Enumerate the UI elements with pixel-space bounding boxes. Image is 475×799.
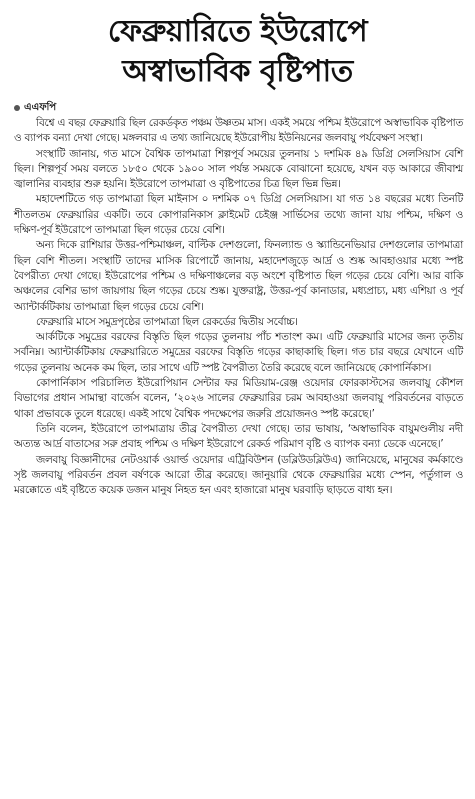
paragraph-7: কোপার্নিকাস পরিচালিত ইউরোপিয়ান সেন্টার ফর মিডিয়াম-রেঞ্জ ওয়েদার ফোরকাস্টসের জলবায়ু কৌশল বিভাগের প্রধান সামান্থা বার্জেস বলেন, ‘২০২৬ সালের ফেব্রুয়ারির চরম আবহাওয়া জলবায়ু পরিবর্তনের বাড়তে থাকা প্রভাবকে তুলে ধরেছে। একই সাথে বৈশ্বিক পদক্ষেপের জরুরি প্রয়োজনও স্পষ্ট করেছে।’ (14, 377, 463, 420)
headline (0, 0, 475, 92)
paragraph-9: জলবায়ু বিজ্ঞানীদের নেটওয়ার্ক ওয়ার্ল্ড ওয়েদার এট্রিবিউশন (ডব্লিউডব্লিউএ) জানিয়েছে, মানুষের কর্মকাণ্ডে সৃষ্ট জলবায়ু পরিবর্তন প্রবল বর্ষণকে আরো তীব্র করেছে। জানুয়ারি থেকে ফেব্রুয়ারির মধ্যে স্পেন, পর্তুগাল ও মরক্কোতে এই বৃষ্টিতে কয়েক ডজন মানুষ নিহত হন এবং হাজারো মানুষ ঘরবাড়ি ছাড়তে বাধ্য হন। (14, 453, 463, 497)
paragraph-2: সংস্থাটি জানায়, গত মাসে বৈশ্বিক তাপমাত্রা শিল্পপূর্ব সময়ের তুলনায় ১ দশমিক ৪৯ ডিগ্রি সেলসিয়াস বেশি ছিল। শিল্পপূর্ব সময় বলতে ১৮৫০ থেকে ১৯০০ সাল পর্যন্ত সময়কে বোঝানো হয়েছে, যখন বড় আকারে জীবাশ্ম জ্বালানির ব্যবহার শুরু হয়নি। ইউরোপে তাপমাত্রা ও বৃষ্টিপাতের চিত্র ছিল ভিন্ন ভিন্ন। (14, 147, 463, 191)
paragraph-1: বিশ্বে এ বছর ফেব্রুয়ারি ছিল রেকর্ডকৃত পঞ্চম উষ্ণতম মাস। একই সময়ে পশ্চিম ইউরোপে অস্বাভাবিক বৃষ্টিপাত ও ব্যাপক বন্যা দেখা গেছে। মঙ্গলবার এ তথ্য জানিয়েছে ইউরোপীয় ইউনিয়নের জলবায়ু পর্যবেক্ষণ সংস্থা। (14, 117, 463, 145)
paragraph-3: মহাদেশটিতে গড় তাপমাত্রা ছিল মাইনাস ০ দশমিক ০৭ ডিগ্রি সেলসিয়াস। যা গত ১৪ বছরের মধ্যে তিনটি শীতলতম ফেব্রুয়ারির একটি। তবে কোপারনিকাস ক্লাইমেট চেইঞ্জ সার্ভিসের তথ্যে জানা যায় পশ্চিম, দক্ষিণ ও দক্ষিণ-পূর্ব ইউরোপে তাপমাত্রা ছিল গড়ের চেয়ে বেশি। (14, 193, 463, 237)
paragraph-6: আর্কটিকে সমুদ্রের বরফের বিস্তৃতি ছিল গড়ের তুলনায় পাঁচ শতাংশ কম। এটি ফেব্রুয়ারি মাসের জন্য তৃতীয় সর্বনিম্ন। অ্যান্টার্কটিকায় ফেব্রুয়ারিতে সমুদ্রের বরফের বিস্তৃতি গড়ের কাছাকাছি ছিল। গত চার বছরে যেখানে এটি গড়ের তুলনায় অনেক কম ছিল, তার সাথে এটি স্পষ্ট বৈপরীত্য তৈরি করেছে বলে জানিয়েছে কোপার্নিকাস। (14, 331, 463, 374)
paragraph-5: ফেব্রুয়ারি মাসে সমুদ্রপৃষ্ঠের তাপমাত্রা ছিল রেকর্ডের দ্বিতীয় সর্বোচ্চ। (36, 315, 298, 328)
paragraph-4: অন্য দিকে রাশিয়ার উত্তর-পশ্চিমাঞ্চল, বাল্টিক দেশগুলো, ফিনল্যান্ড ও স্ক্যান্ডিনেভিয়ার দেশগুলোর তাপমাত্রা ছিল বেশি শীতল। সংস্থাটি তাদের মাসিক রিপোর্টে জানায়, মহাদেশজুড়ে আর্দ্র ও শুষ্ক আবহাওয়ার মধ্যে স্পষ্ট বৈপরীত্য দেখা গেছে। ইউরোপের পশ্চিম ও দক্ষিণাঞ্চলের বড় অংশে বৃষ্টিপাত ছিল গড়ের চেয়ে বেশি। আর বাকি অঞ্চলের বেশির ভাগ জায়গায় ছিল গড়ের চেয়ে শুষ্ক। যুক্তরাষ্ট্র, উত্তর-পূর্ব কানাডার, মধ্যপ্রাচ্য, মধ্য এশিয়া ও পূর্ব অ্যান্টার্কটিকায় তাপমাত্রা ছিল গড়ের চেয়ে বেশি। (14, 239, 463, 313)
article-body (0, 114, 475, 498)
byline (14, 102, 475, 114)
paragraph-8: তিনি বলেন, ইউরোপে তাপমাত্রায় তীব্র বৈপরীত্য দেখা গেছে। তার ভাষায়, ‘অস্বাভাবিক বায়ুমণ্ডলীয় নদী অত্যন্ত আর্দ্র বাতাসের সরু প্রবাহ পশ্চিম ও দক্ষিণ ইউরোপে রেকর্ড পরিমাণ বৃষ্টি ও ব্যাপক বন্যা ডেকে এনেছে।’ (14, 422, 463, 451)
byline-source: এএফপি (24, 102, 57, 113)
bullet-icon (14, 105, 20, 111)
headline-line-1: ফেব্রুয়ারিতে ইউরোপে (107, 14, 368, 49)
headline-line-2: অস্বাভাবিক বৃষ্টিপাত (122, 54, 353, 89)
